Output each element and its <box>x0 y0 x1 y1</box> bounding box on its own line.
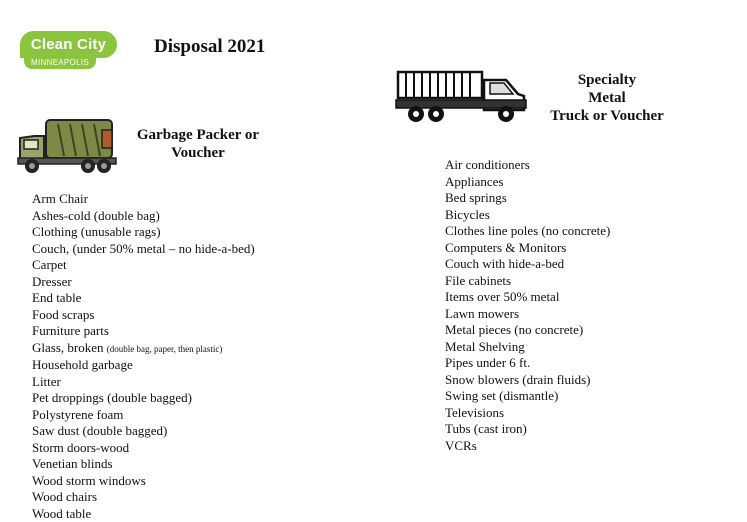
list-item: Swing set (dismantle) <box>445 388 559 403</box>
list-item: Couch with hide-a-bed <box>445 256 565 271</box>
list-item: Lawn mowers <box>445 305 520 321</box>
list-item: Air conditioners <box>445 157 530 172</box>
list-item: Ashes-cold (double bag) <box>32 207 160 223</box>
garbage-item-list <box>32 191 255 522</box>
list-item: VCRs <box>445 437 477 453</box>
garbage-heading-line-2: Voucher <box>171 145 225 161</box>
list-item: Food scraps <box>32 306 95 322</box>
list-item: Wood storm windows <box>32 472 146 488</box>
list-item: Saw dust (double bagged) <box>32 423 168 438</box>
list-item: Furniture parts <box>32 323 109 338</box>
list-item: Wood table <box>32 505 92 521</box>
metal-heading-line-2: Metal <box>588 90 626 106</box>
list-item: Computers & Monitors <box>445 239 567 255</box>
garbage-packer-heading <box>123 126 273 162</box>
list-item: Metal Shelving <box>445 338 525 354</box>
list-item: Televisions <box>445 404 505 420</box>
list-item: Snow blowers (drain fluids) <box>445 371 591 387</box>
list-item: Bed springs <box>445 190 507 205</box>
specialty-metal-heading <box>542 71 672 125</box>
list-item: Arm Chair <box>32 191 88 206</box>
list-item: Wood chairs <box>32 489 98 504</box>
list-item: Polystyrene foam <box>32 406 124 422</box>
list-item: Dresser <box>32 273 72 289</box>
list-item: Tubs (cast iron) <box>445 421 527 436</box>
list-item: Pet droppings (double bagged) <box>32 390 192 405</box>
list-item: End table <box>32 290 82 305</box>
list-item: Metal pieces (no concrete) <box>445 322 584 337</box>
list-item: File cabinets <box>445 272 512 288</box>
metal-item-list <box>445 157 610 454</box>
metal-heading-line-1: Specialty <box>577 72 637 88</box>
list-item: Household garbage <box>32 357 133 372</box>
list-item: Appliances <box>445 173 504 189</box>
list-item: Venetian blinds <box>32 456 113 471</box>
clean-city-logo <box>20 31 117 71</box>
list-item: Clothes line poles (no concrete) <box>445 223 611 238</box>
garbage-packer-truck-icon <box>16 116 120 176</box>
list-item: Pipes under 6 ft. <box>445 355 531 370</box>
list-item: Couch, (under 50% metal – no hide-a-bed) <box>32 240 255 256</box>
glass-item-text: Glass, broken <box>32 339 104 355</box>
list-item: Carpet <box>32 257 67 272</box>
list-item: Clothing (unusable rags) <box>32 224 161 239</box>
dump-truck-icon <box>394 66 530 126</box>
page-title: Disposal 2021 <box>154 36 266 57</box>
list-item: Bicycles <box>445 206 490 222</box>
logo-subtitle: MINNEAPOLIS <box>24 56 96 69</box>
garbage-heading-line-1: Garbage Packer or <box>136 127 260 143</box>
metal-heading-line-3: Truck or Voucher <box>550 108 664 124</box>
list-item: Litter <box>32 373 61 389</box>
list-item: Storm doors-wood <box>32 439 130 455</box>
glass-item-note: (double bag, paper, then plastic) <box>106 343 223 354</box>
logo-name: Clean City <box>20 31 117 58</box>
list-item: Items over 50% metal <box>445 289 560 304</box>
list-item-glass <box>32 340 255 358</box>
